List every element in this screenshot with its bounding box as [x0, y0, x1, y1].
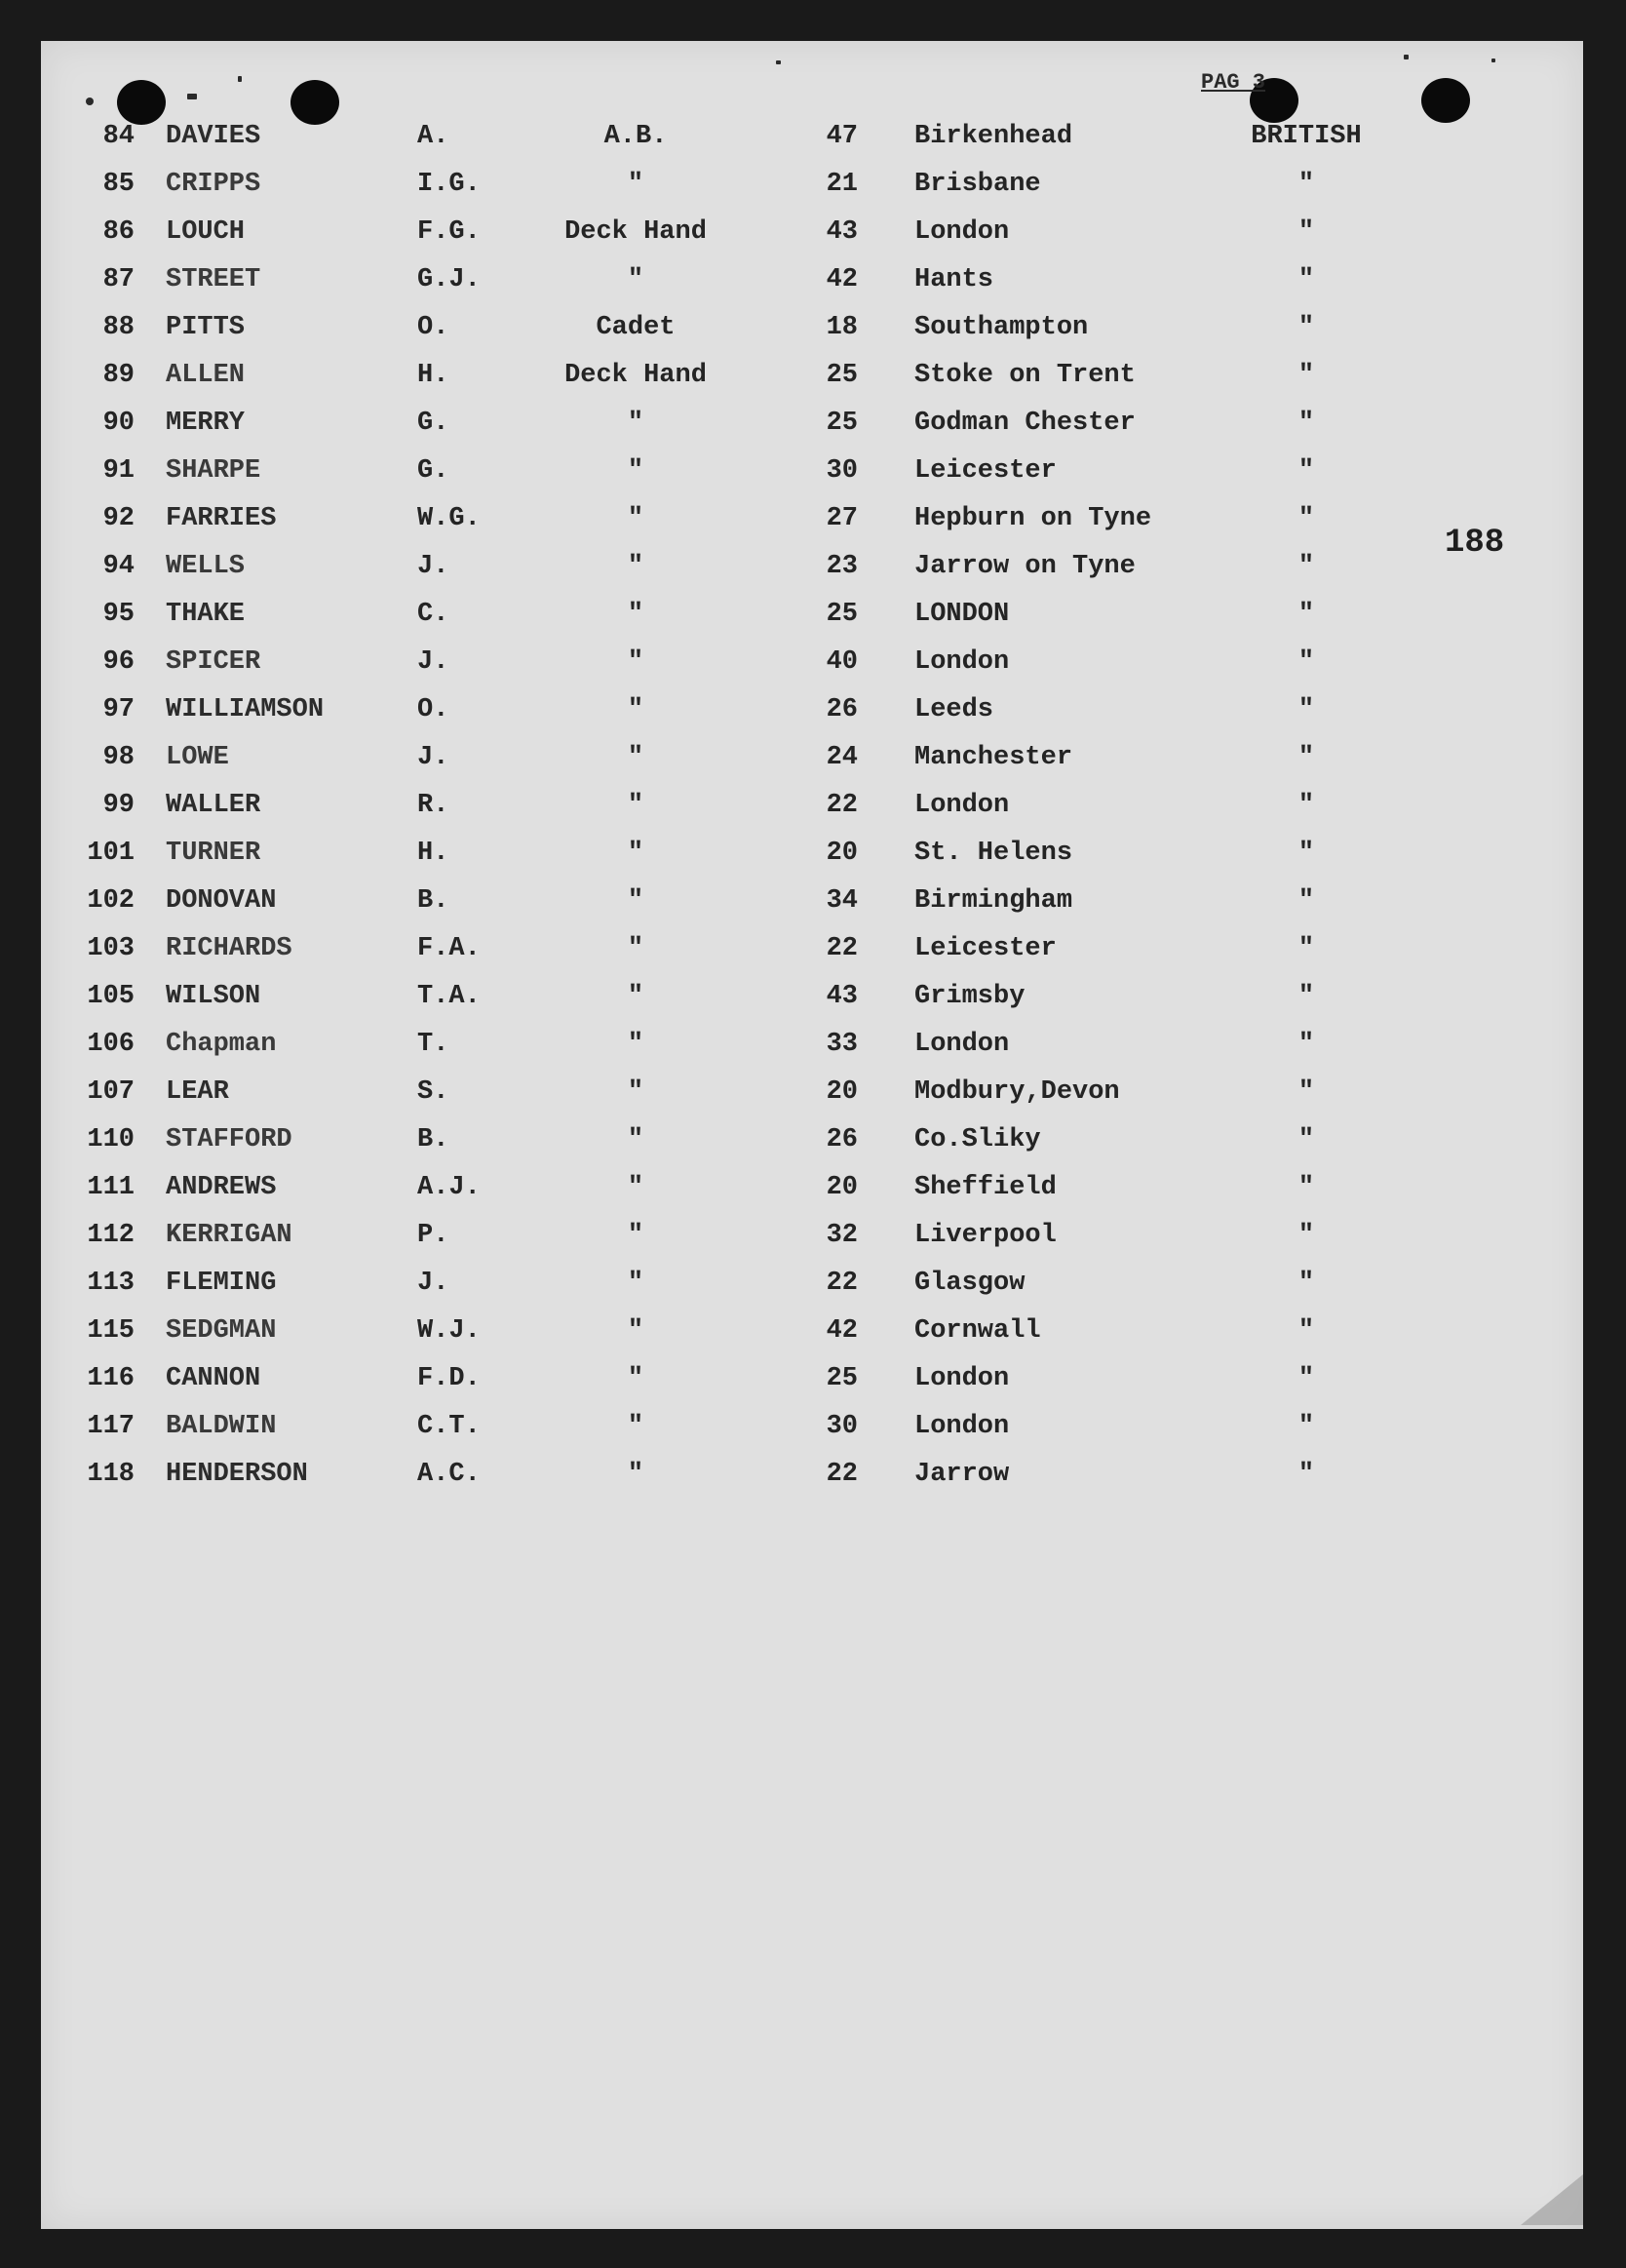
rating: " [627, 1269, 644, 1298]
entry-number: 96 [102, 647, 135, 677]
birthplace: Jarrow [914, 1460, 1010, 1489]
initials: C.T. [417, 1412, 481, 1441]
surname: CANNON [166, 1364, 261, 1393]
entry-number: 105 [87, 982, 135, 1011]
entry-number: 91 [102, 456, 135, 486]
rating: " [627, 265, 644, 294]
entry-number: 107 [87, 1077, 135, 1107]
initials: W.G. [417, 504, 481, 533]
roster-row [0, 734, 1626, 782]
rating: Cadet [596, 313, 676, 342]
roster-row [0, 543, 1626, 591]
surname: RICHARDS [166, 934, 292, 963]
birthplace: Stoke on Trent [914, 361, 1136, 390]
nationality: " [1297, 409, 1315, 438]
initials: B. [417, 1125, 449, 1154]
age: 43 [826, 217, 858, 247]
stray-mark [238, 76, 242, 82]
age: 30 [826, 1412, 858, 1441]
birthplace: Hants [914, 265, 994, 294]
age: 21 [826, 170, 858, 199]
entry-number: 102 [87, 886, 135, 916]
nationality: " [1297, 1030, 1315, 1059]
nationality: " [1297, 743, 1315, 772]
roster-row [0, 352, 1626, 400]
surname: FLEMING [166, 1269, 277, 1298]
entry-number: 85 [102, 170, 135, 199]
birthplace: London [914, 217, 1010, 247]
initials: G. [417, 409, 449, 438]
entry-number: 98 [102, 743, 135, 772]
roster-row [0, 113, 1626, 161]
surname: HENDERSON [166, 1460, 308, 1489]
initials: F.D. [417, 1364, 481, 1393]
rating: " [627, 1460, 644, 1489]
age: 32 [826, 1221, 858, 1250]
roster-row [0, 925, 1626, 973]
age: 40 [826, 647, 858, 677]
surname: WALLER [166, 791, 261, 820]
birthplace: London [914, 791, 1010, 820]
nationality: " [1297, 361, 1315, 390]
birthplace: Brisbane [914, 170, 1041, 199]
nationality: " [1297, 1364, 1315, 1393]
initials: A.J. [417, 1173, 481, 1202]
birthplace: LONDON [914, 600, 1010, 629]
nationality: " [1297, 552, 1315, 581]
initials: J. [417, 647, 449, 677]
birthplace: Sheffield [914, 1173, 1057, 1202]
nationality: " [1297, 1316, 1315, 1346]
roster-row [0, 686, 1626, 734]
rating: " [627, 886, 644, 916]
initials: W.J. [417, 1316, 481, 1346]
birthplace: Cornwall [914, 1316, 1041, 1346]
entry-number: 117 [87, 1412, 135, 1441]
surname: ALLEN [166, 361, 246, 390]
entry-number: 116 [87, 1364, 135, 1393]
roster-row [0, 1355, 1626, 1403]
roster-row [0, 591, 1626, 639]
rating: Deck Hand [564, 361, 707, 390]
initials: O. [417, 695, 449, 724]
surname: LEAR [166, 1077, 229, 1107]
surname: DONOVAN [166, 886, 277, 916]
birthplace: Leeds [914, 695, 994, 724]
surname: DAVIES [166, 122, 261, 151]
rating: " [627, 839, 644, 868]
birthplace: St. Helens [914, 839, 1073, 868]
nationality: " [1297, 791, 1315, 820]
age: 42 [826, 265, 858, 294]
nationality: " [1297, 1077, 1315, 1107]
entry-number: 90 [102, 409, 135, 438]
rating: " [627, 552, 644, 581]
age: 25 [826, 361, 858, 390]
entry-number: 86 [102, 217, 135, 247]
roster-row [0, 1260, 1626, 1308]
initials: J. [417, 743, 449, 772]
surname: CRIPPS [166, 170, 261, 199]
initials: A.C. [417, 1460, 481, 1489]
surname: LOUCH [166, 217, 246, 247]
entry-number: 118 [87, 1460, 135, 1489]
roster-row [0, 209, 1626, 256]
surname: STAFFORD [166, 1125, 292, 1154]
entry-number: 94 [102, 552, 135, 581]
age: 20 [826, 839, 858, 868]
birthplace: Birmingham [914, 886, 1073, 916]
age: 26 [826, 1125, 858, 1154]
nationality: " [1297, 839, 1315, 868]
entry-number: 103 [87, 934, 135, 963]
roster-row [0, 1451, 1626, 1499]
initials: A. [417, 122, 449, 151]
age: 25 [826, 409, 858, 438]
corner-tear [1521, 2174, 1583, 2225]
rating: Deck Hand [564, 217, 707, 247]
entry-number: 106 [87, 1030, 135, 1059]
stray-mark [776, 60, 781, 64]
nationality: " [1297, 1221, 1315, 1250]
rating: " [627, 1316, 644, 1346]
crew-roster [0, 113, 1626, 1499]
nationality: " [1297, 217, 1315, 247]
entry-number: 87 [102, 265, 135, 294]
age: 47 [826, 122, 858, 151]
entry-number: 88 [102, 313, 135, 342]
birthplace: Co.Sliky [914, 1125, 1041, 1154]
surname: LOWE [166, 743, 229, 772]
age: 22 [826, 1269, 858, 1298]
birthplace: London [914, 647, 1010, 677]
birthplace: Leicester [914, 456, 1057, 486]
roster-row [0, 639, 1626, 686]
rating: " [627, 934, 644, 963]
roster-row [0, 878, 1626, 925]
rating: " [627, 170, 644, 199]
entry-number: 101 [87, 839, 135, 868]
age: 18 [826, 313, 858, 342]
rating: " [627, 982, 644, 1011]
roster-row [0, 1164, 1626, 1212]
nationality: " [1297, 934, 1315, 963]
entry-number: 113 [87, 1269, 135, 1298]
surname: BALDWIN [166, 1412, 277, 1441]
nationality: BRITISH [1251, 122, 1362, 151]
birthplace: Godman Chester [914, 409, 1136, 438]
surname: FARRIES [166, 504, 277, 533]
rating: " [627, 1364, 644, 1393]
age: 20 [826, 1173, 858, 1202]
nationality: " [1297, 170, 1315, 199]
birthplace: Birkenhead [914, 122, 1073, 151]
age: 27 [826, 504, 858, 533]
nationality: " [1297, 695, 1315, 724]
entry-number: 112 [87, 1221, 135, 1250]
rating: A.B. [603, 122, 668, 151]
initials: R. [417, 791, 449, 820]
surname: ANDREWS [166, 1173, 277, 1202]
age: 20 [826, 1077, 858, 1107]
rating: " [627, 1125, 644, 1154]
surname: KERRIGAN [166, 1221, 292, 1250]
age: 25 [826, 1364, 858, 1393]
nationality: " [1297, 504, 1315, 533]
age: 30 [826, 456, 858, 486]
entry-number: 110 [87, 1125, 135, 1154]
stray-mark [86, 98, 94, 105]
initials: I.G. [417, 170, 481, 199]
surname: SHARPE [166, 456, 261, 486]
surname: SEDGMAN [166, 1316, 277, 1346]
birthplace: Jarrow on Tyne [914, 552, 1136, 581]
initials: C. [417, 600, 449, 629]
rating: " [627, 647, 644, 677]
nationality: " [1297, 647, 1315, 677]
initials: O. [417, 313, 449, 342]
initials: F.G. [417, 217, 481, 247]
surname: SPICER [166, 647, 261, 677]
birthplace: Grimsby [914, 982, 1026, 1011]
roster-row [0, 161, 1626, 209]
initials: P. [417, 1221, 449, 1250]
surname: THAKE [166, 600, 246, 629]
age: 34 [826, 886, 858, 916]
rating: " [627, 504, 644, 533]
birthplace: London [914, 1364, 1010, 1393]
rating: " [627, 743, 644, 772]
initials: F.A. [417, 934, 481, 963]
initials: G. [417, 456, 449, 486]
roster-row [0, 1212, 1626, 1260]
age: 26 [826, 695, 858, 724]
birthplace: Glasgow [914, 1269, 1026, 1298]
age: 22 [826, 1460, 858, 1489]
entry-number: 92 [102, 504, 135, 533]
entry-number: 89 [102, 361, 135, 390]
surname: PITTS [166, 313, 246, 342]
nationality: " [1297, 600, 1315, 629]
nationality: " [1297, 1125, 1315, 1154]
initials: G.J. [417, 265, 481, 294]
margin-number: 188 [1445, 525, 1505, 562]
initials: J. [417, 552, 449, 581]
entry-number: 84 [102, 122, 135, 151]
surname: WELLS [166, 552, 246, 581]
age: 24 [826, 743, 858, 772]
entry-number: 97 [102, 695, 135, 724]
birthplace: Southampton [914, 313, 1089, 342]
entry-number: 111 [87, 1173, 135, 1202]
initials: B. [417, 886, 449, 916]
age: 23 [826, 552, 858, 581]
entry-number: 99 [102, 791, 135, 820]
stray-mark [1491, 59, 1495, 62]
roster-row [0, 256, 1626, 304]
surname: WILLIAMSON [166, 695, 325, 724]
rating: " [627, 1077, 644, 1107]
nationality: " [1297, 1460, 1315, 1489]
age: 22 [826, 934, 858, 963]
stray-mark [1404, 55, 1409, 59]
rating: " [627, 791, 644, 820]
entry-number: 115 [87, 1316, 135, 1346]
birthplace: Leicester [914, 934, 1057, 963]
surname: STREET [166, 265, 261, 294]
page-label: PAG 3 [1201, 70, 1266, 95]
initials: T. [417, 1030, 449, 1059]
roster-row [0, 1403, 1626, 1451]
roster-row [0, 782, 1626, 830]
initials: S. [417, 1077, 449, 1107]
rating: " [627, 1412, 644, 1441]
rating: " [627, 409, 644, 438]
nationality: " [1297, 1173, 1315, 1202]
surname: TURNER [166, 839, 261, 868]
birthplace: Modbury,Devon [914, 1077, 1120, 1107]
nationality: " [1297, 1412, 1315, 1441]
birthplace: Manchester [914, 743, 1073, 772]
initials: H. [417, 361, 449, 390]
roster-row [0, 973, 1626, 1021]
initials: T.A. [417, 982, 481, 1011]
initials: J. [417, 1269, 449, 1298]
roster-row [0, 448, 1626, 495]
birthplace: London [914, 1412, 1010, 1441]
roster-row [0, 1069, 1626, 1116]
roster-row [0, 495, 1626, 543]
rating: " [627, 456, 644, 486]
rating: " [627, 1030, 644, 1059]
birthplace: London [914, 1030, 1010, 1059]
roster-row [0, 1116, 1626, 1164]
roster-row [0, 1308, 1626, 1355]
nationality: " [1297, 886, 1315, 916]
age: 43 [826, 982, 858, 1011]
rating: " [627, 1173, 644, 1202]
nationality: " [1297, 456, 1315, 486]
roster-row [0, 400, 1626, 448]
surname: WILSON [166, 982, 261, 1011]
roster-row [0, 1021, 1626, 1069]
rating: " [627, 600, 644, 629]
rating: " [627, 695, 644, 724]
rating: " [627, 1221, 644, 1250]
surname: Chapman [166, 1030, 277, 1059]
nationality: " [1297, 313, 1315, 342]
age: 33 [826, 1030, 858, 1059]
nationality: " [1297, 982, 1315, 1011]
roster-row [0, 304, 1626, 352]
birthplace: Hepburn on Tyne [914, 504, 1152, 533]
birthplace: Liverpool [914, 1221, 1057, 1250]
entry-number: 95 [102, 600, 135, 629]
surname: MERRY [166, 409, 246, 438]
initials: H. [417, 839, 449, 868]
age: 25 [826, 600, 858, 629]
roster-row [0, 830, 1626, 878]
nationality: " [1297, 1269, 1315, 1298]
age: 42 [826, 1316, 858, 1346]
nationality: " [1297, 265, 1315, 294]
age: 22 [826, 791, 858, 820]
stray-mark [187, 94, 197, 99]
